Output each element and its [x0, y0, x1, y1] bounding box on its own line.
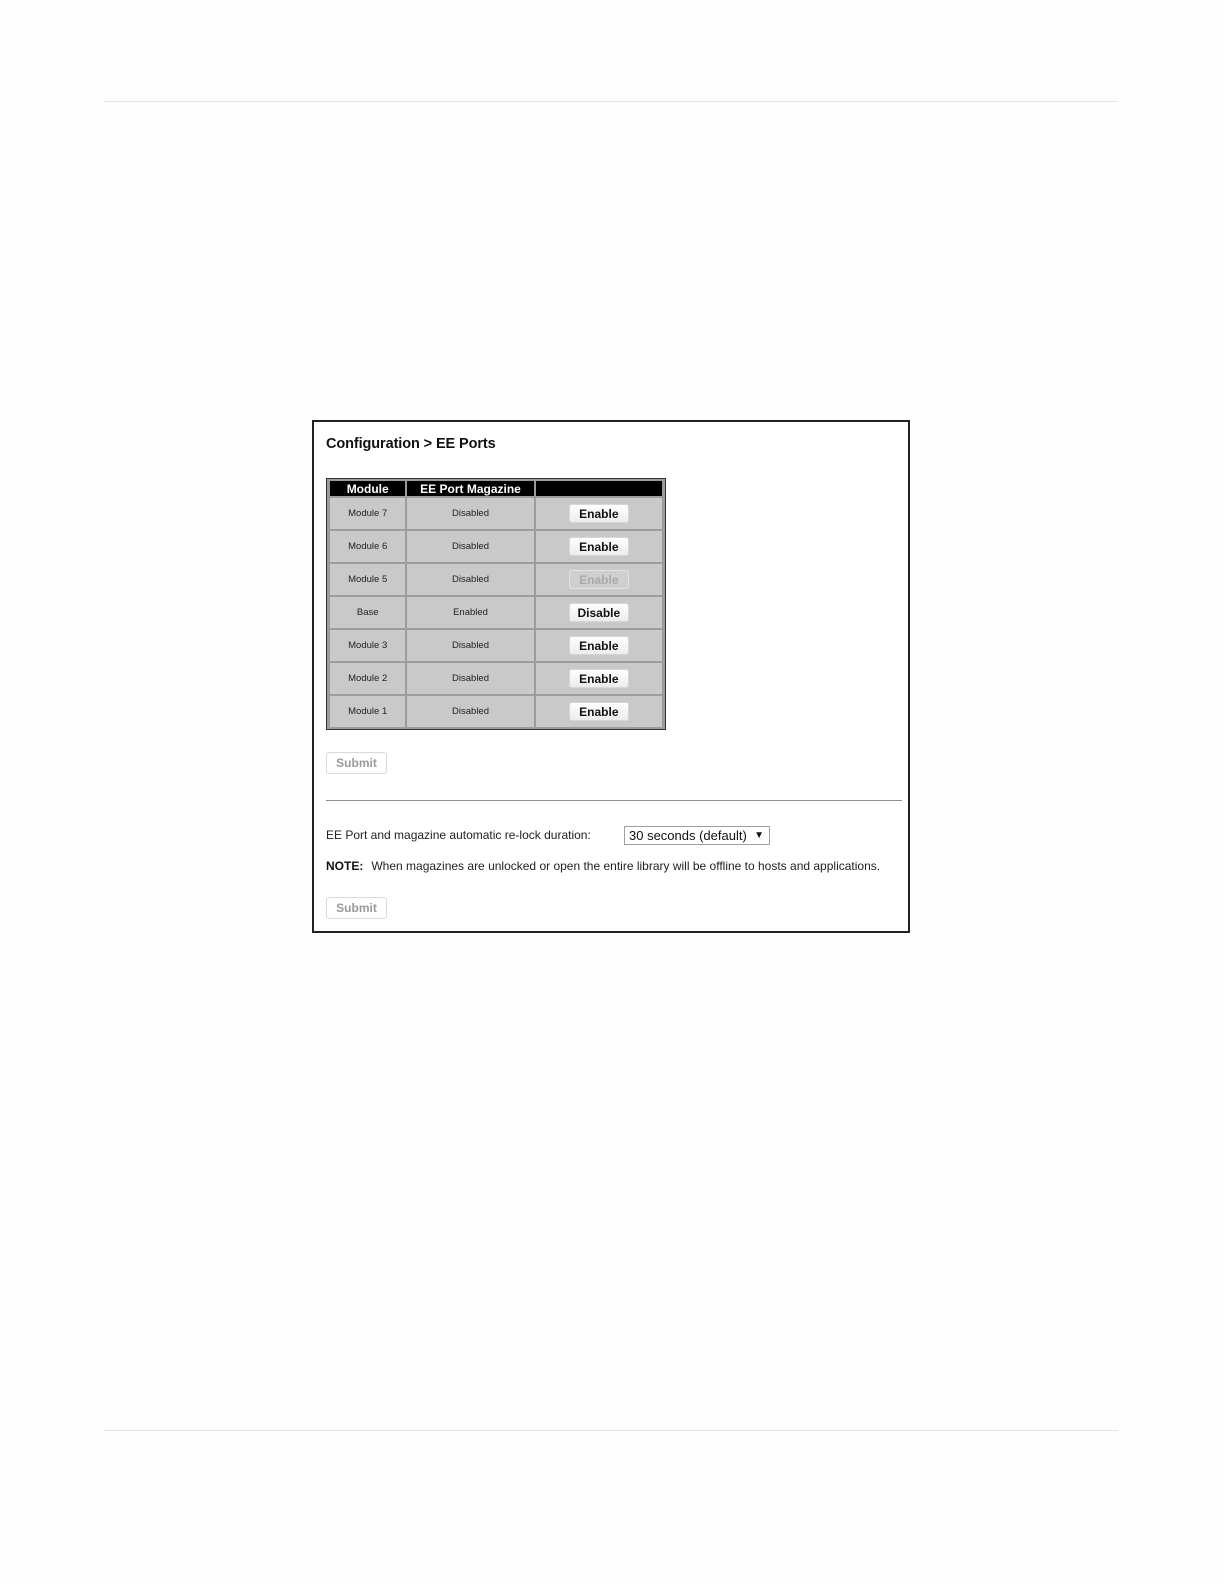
- relock-duration-select[interactable]: [624, 826, 770, 845]
- action-cell: [536, 564, 662, 595]
- module-cell: Base: [330, 597, 405, 628]
- section-divider: [326, 800, 902, 801]
- header-action: [536, 481, 662, 496]
- enable-button[interactable]: Enable: [569, 636, 629, 655]
- ee-ports-panel: [312, 420, 910, 933]
- action-cell: [536, 597, 662, 628]
- action-cell: [536, 696, 662, 727]
- module-cell: Module 7: [330, 498, 405, 529]
- page-bottom-rule: [104, 1430, 1118, 1431]
- ee-ports-table: [326, 478, 666, 730]
- status-cell: Disabled: [407, 696, 533, 727]
- action-cell: [536, 630, 662, 661]
- relock-duration-value: 30 seconds (default): [629, 828, 747, 843]
- table-row: [330, 663, 662, 694]
- enable-button[interactable]: Enable: [569, 702, 629, 721]
- status-cell: Disabled: [407, 498, 533, 529]
- table-row: [330, 531, 662, 562]
- enable-button[interactable]: Enable: [569, 537, 629, 556]
- status-cell: Disabled: [407, 630, 533, 661]
- header-module: Module: [330, 481, 405, 496]
- submit-relock-button[interactable]: Submit: [326, 897, 387, 919]
- module-cell: Module 1: [330, 696, 405, 727]
- page-top-rule: [104, 101, 1118, 102]
- action-cell: [536, 498, 662, 529]
- offline-note: [326, 859, 880, 873]
- table-row: [330, 498, 662, 529]
- submit-ports-button[interactable]: Submit: [326, 752, 387, 774]
- status-cell: Disabled: [407, 531, 533, 562]
- header-ee-port-magazine: EE Port Magazine: [407, 481, 533, 496]
- disable-button[interactable]: Disable: [569, 603, 629, 622]
- action-cell: [536, 663, 662, 694]
- module-cell: Module 5: [330, 564, 405, 595]
- module-cell: Module 2: [330, 663, 405, 694]
- dropdown-arrow-icon: ▼: [754, 830, 764, 841]
- relock-duration-label: EE Port and magazine automatic re-lock duration:: [326, 828, 591, 842]
- enable-button[interactable]: Enable: [569, 504, 629, 523]
- status-cell: Disabled: [407, 663, 533, 694]
- module-cell: Module 3: [330, 630, 405, 661]
- note-text: When magazines are unlocked or open the entire library will be offline to hosts and applications.: [371, 859, 881, 873]
- table-header-row: [330, 481, 662, 496]
- module-cell: Module 6: [330, 531, 405, 562]
- enable-button[interactable]: Enable: [569, 669, 629, 688]
- table-row: [330, 696, 662, 727]
- status-cell: Disabled: [407, 564, 533, 595]
- enable-button-disabled: Enable: [569, 570, 629, 589]
- note-label: NOTE:: [326, 859, 364, 873]
- table-row: [330, 630, 662, 661]
- status-cell: Enabled: [407, 597, 533, 628]
- table-row: [330, 597, 662, 628]
- action-cell: [536, 531, 662, 562]
- breadcrumb: Configuration > EE Ports: [326, 436, 496, 452]
- table-row: [330, 564, 662, 595]
